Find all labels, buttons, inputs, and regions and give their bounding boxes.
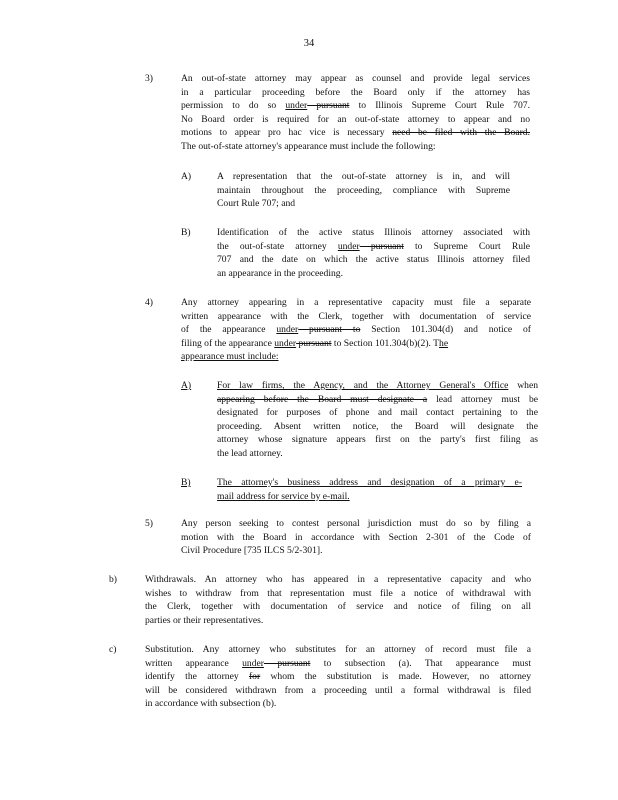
item-3a-line: maintain throughout the proceeding, compliance with Supreme xyxy=(217,184,510,196)
item-c-label: c) xyxy=(109,644,117,655)
item-b-line: Withdrawals. An attorney who has appeared in a representative capacity and who xyxy=(145,574,531,585)
item-3-label: 3) xyxy=(145,73,153,84)
item-c-line: written appearance under pursuant to subsection (a). That appearance must xyxy=(145,657,531,669)
item-4-label: 4) xyxy=(145,297,153,308)
item-b-line: the Clerk, together with documentation of service and notice of filing on all xyxy=(145,601,531,613)
item-4a-line: proceeding. Absent written notice, the Board will designate the xyxy=(217,420,538,432)
item-4a-line: the lead attorney. xyxy=(217,447,283,459)
item-5-text xyxy=(181,517,531,558)
item-4a-line: attorney whose signature appears first on the party's first filing as xyxy=(217,434,538,446)
item-c-line: in accordance with subsection (b). xyxy=(145,698,277,710)
item-4a-line: For law firms, the Agency, and the Attorney General's Office when xyxy=(217,380,538,391)
item-3b-label: B) xyxy=(181,227,191,238)
item-4a-line: appearing before the Board must designate a lead attorney must be xyxy=(217,393,539,405)
item-3b-line: the out-of-state attorney under pursuant to Supreme Court Rule xyxy=(217,240,530,252)
item-5-line: Any person seeking to contest personal jurisdiction must do so by filing a xyxy=(181,518,531,529)
item-3-line: motions to appear pro hac vice is necessary need be filed with the Board. xyxy=(181,127,530,139)
item-3b-text xyxy=(217,226,530,280)
item-3a-text xyxy=(217,170,510,211)
item-3-line: permission to do so under pursuant to Illinois Supreme Court Rule 707. xyxy=(181,100,530,112)
item-b-label: b) xyxy=(109,574,117,585)
item-3-line: An out-of-state attorney may appear as counsel and provide legal services xyxy=(181,73,530,84)
item-c-line: Substitution. Any attorney who substitutes for an attorney of record must file a xyxy=(145,644,531,655)
item-3-line: The out-of-state attorney's appearance must include the following: xyxy=(181,140,436,152)
item-b-text xyxy=(145,573,531,627)
item-c-line: identify the attorney for whom the substitution is made. However, no attorney xyxy=(145,671,531,683)
item-5-line: motion with the Board in accordance with Section 2-301 of the Code of xyxy=(181,531,531,543)
item-4-line: written appearance with the Clerk, together with documentation of service xyxy=(181,310,531,322)
item-4a-label: A) xyxy=(181,380,192,391)
item-4-line: filing of the appearance under pursuant to Section 101.304(b)(2). The xyxy=(181,337,449,349)
item-4-line: of the appearance under pursuant to Section 101.304(d) and notice of xyxy=(181,324,531,336)
item-4b-line: The attorney's business address and designation of a primary e- xyxy=(217,477,522,488)
item-4b-label: B) xyxy=(181,477,191,488)
item-4a-line: designated for purposes of phone and mail contact pertaining to the xyxy=(217,407,538,419)
item-3a-line: A representation that the out-of-state attorney is in, and will xyxy=(217,171,510,182)
item-3b-line: Identification of the active status Illinois attorney associated with xyxy=(217,227,530,238)
item-5-line: Civil Procedure [735 ILCS 5/2-301]. xyxy=(181,545,323,557)
item-3b-line: an appearance in the proceeding. xyxy=(217,267,343,279)
item-4b-line: mail address for service by e-mail. xyxy=(217,490,350,502)
item-4b-text xyxy=(217,476,522,503)
item-3-line: No Board order is required for an out-of-state attorney to appear and no xyxy=(181,113,530,125)
item-4-line: appearance must include: xyxy=(181,351,279,363)
item-3b-line: 707 and the date on which the active status Illinois attorney filed xyxy=(217,254,530,266)
item-c-text xyxy=(145,643,531,711)
item-5-label: 5) xyxy=(145,518,153,529)
item-3-text xyxy=(181,72,530,154)
item-3a-line: Court Rule 707; and xyxy=(217,198,296,210)
item-b-line: parties or their representatives. xyxy=(145,614,264,626)
item-b-line: wishes to withdraw from that representation must file a notice of withdrawal with xyxy=(145,587,531,599)
item-4a-text xyxy=(217,379,538,461)
item-3a-label: A) xyxy=(181,171,192,182)
item-4-text xyxy=(181,296,531,364)
item-3-line: in a particular proceeding before the Board only if the attorney has xyxy=(181,86,530,98)
item-c-line: will be considered withdrawn from a proceeding until a formal withdrawal is filed xyxy=(145,684,531,696)
page-number: 34 xyxy=(303,38,315,49)
item-4-line: Any attorney appearing in a representative capacity must file a separate xyxy=(181,297,531,308)
